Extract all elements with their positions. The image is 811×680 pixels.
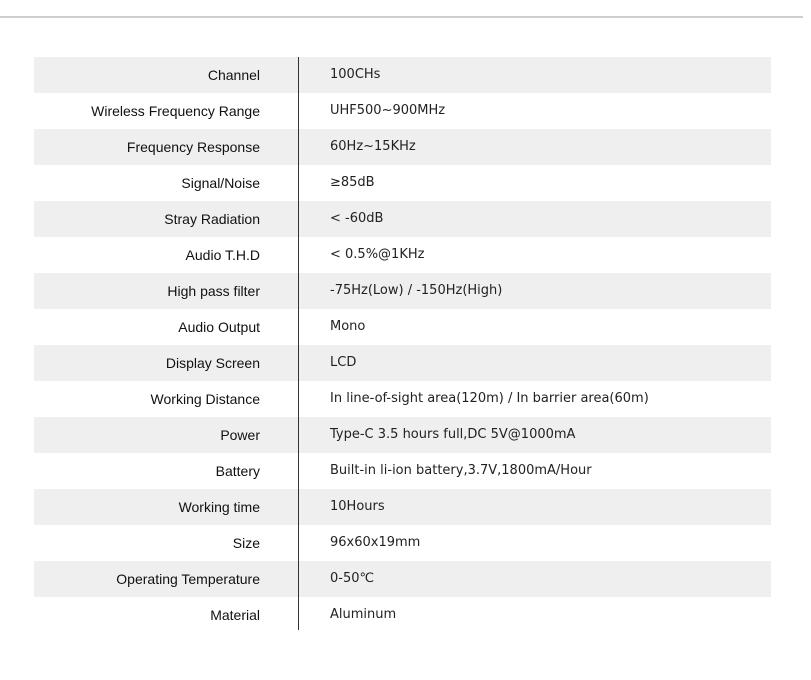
spec-value: -75Hz(Low) / -150Hz(High) — [330, 283, 503, 298]
spec-value: Type-C 3.5 hours full,DC 5V@1000mA — [330, 427, 576, 442]
spec-row-audio-thd — [34, 237, 771, 273]
spec-value: LCD — [330, 355, 357, 370]
spec-label: Material — [210, 607, 260, 623]
spec-label: Battery — [215, 463, 260, 479]
spec-row-channel — [34, 57, 771, 93]
spec-label: Operating Temperature — [116, 571, 260, 587]
spec-value: In line-of-sight area(120m) / In barrier area(60m) — [330, 391, 649, 406]
spec-label: Display Screen — [165, 355, 260, 371]
top-divider — [0, 16, 803, 18]
spec-row-signal-noise — [34, 165, 771, 201]
spec-label: Power — [220, 427, 260, 443]
spec-row-display-screen — [34, 345, 771, 381]
spec-label: Working time — [178, 499, 260, 515]
spec-label: Audio Output — [178, 319, 260, 335]
spec-value: 96x60x19mm — [330, 535, 421, 550]
spec-value: UHF500~900MHz — [330, 103, 446, 118]
spec-value: ≥85dB — [330, 175, 375, 190]
spec-row-stray-radiation — [34, 201, 771, 237]
spec-row-audio-output — [34, 309, 771, 345]
spec-value: 0-50℃ — [330, 571, 375, 586]
spec-row-power — [34, 417, 771, 453]
spec-value: 60Hz~15KHz — [330, 139, 416, 154]
spec-value: < 0.5%@1KHz — [330, 247, 425, 262]
spec-value: 10Hours — [330, 499, 385, 514]
spec-label: Audio T.H.D — [185, 247, 260, 263]
spec-row-battery — [34, 453, 771, 489]
spec-row-working-time — [34, 489, 771, 525]
spec-row-working-distance — [34, 381, 771, 417]
spec-value: Built-in li-ion battery,3.7V,1800mA/Hour — [330, 463, 592, 478]
column-divider — [298, 57, 299, 630]
spec-label: Wireless Frequency Range — [91, 103, 260, 119]
spec-label: Channel — [207, 67, 260, 83]
spec-table — [34, 57, 771, 633]
spec-label: Frequency Response — [126, 139, 260, 155]
spec-row-operating-temperature — [34, 561, 771, 597]
spec-row-high-pass-filter — [34, 273, 771, 309]
spec-value: Aluminum — [330, 607, 397, 622]
spec-label: Size — [232, 535, 260, 551]
spec-row-frequency-response — [34, 129, 771, 165]
spec-label: High pass filter — [167, 283, 260, 299]
spec-value: Mono — [330, 319, 366, 334]
spec-value: < -60dB — [330, 211, 384, 226]
spec-label: Signal/Noise — [181, 175, 260, 191]
spec-label: Stray Radiation — [164, 211, 260, 227]
spec-row-material — [34, 597, 771, 633]
spec-row-wireless-frequency-range — [34, 93, 771, 129]
spec-row-size — [34, 525, 771, 561]
spec-value: 100CHs — [330, 67, 381, 82]
spec-label: Working Distance — [150, 391, 260, 407]
